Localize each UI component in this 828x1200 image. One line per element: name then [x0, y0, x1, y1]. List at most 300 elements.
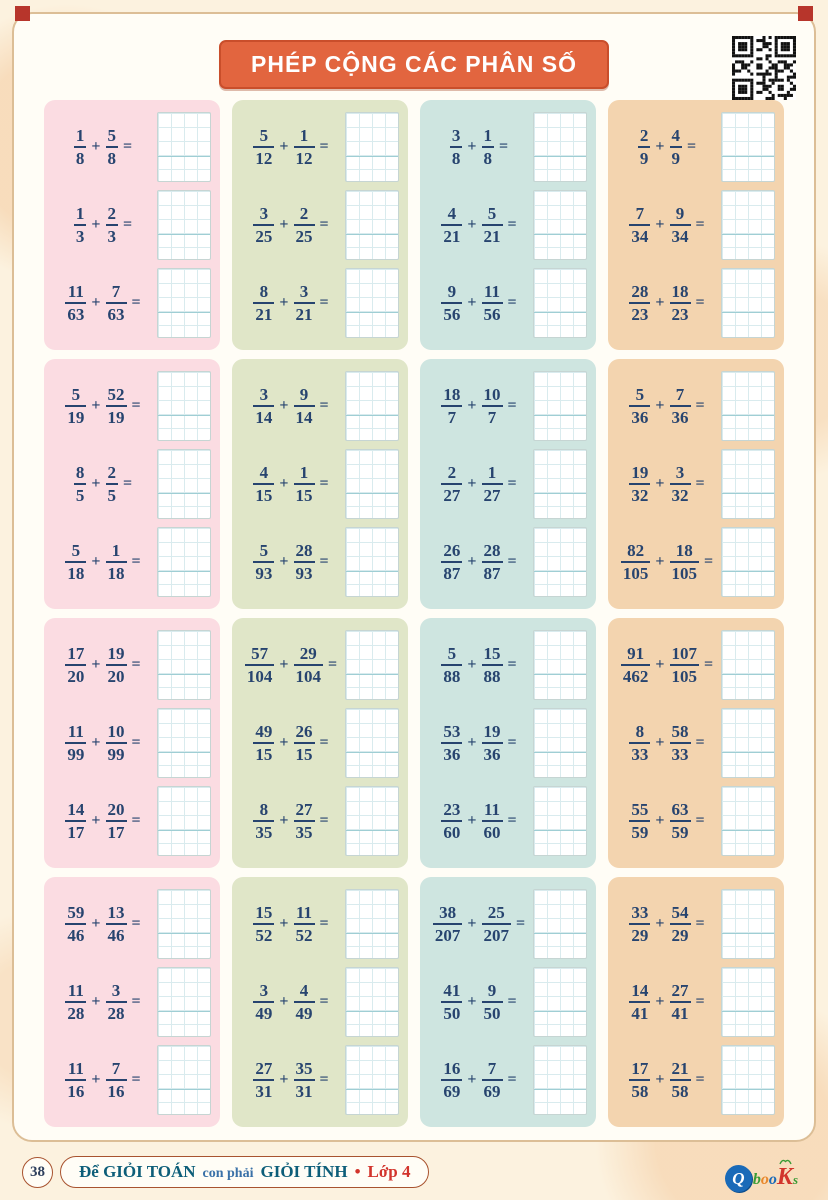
fraction [65, 644, 86, 686]
fraction-bar [106, 224, 119, 226]
fraction-denominator: 49 [295, 1003, 313, 1023]
problems-column-pink [44, 100, 220, 1127]
problem-row [429, 1045, 587, 1115]
fraction-denominator: 12 [295, 148, 313, 168]
fraction-denominator: 104 [246, 666, 273, 686]
problem-row [241, 967, 399, 1037]
expression [617, 722, 721, 764]
fraction [106, 1059, 127, 1101]
fraction [482, 800, 503, 842]
answer-box[interactable] [157, 449, 211, 519]
logo-q-icon: Q [725, 1165, 752, 1192]
fraction-bar [65, 923, 86, 925]
answer-box[interactable] [157, 889, 211, 959]
fraction-denominator: 7 [487, 407, 497, 427]
equals-sign: = [507, 812, 517, 829]
fraction-numerator: 5 [71, 541, 81, 561]
fraction-denominator: 104 [295, 666, 321, 686]
fraction-bar [106, 742, 127, 744]
fraction-bar [629, 483, 650, 485]
fraction [482, 644, 503, 686]
fraction-bar [441, 483, 462, 485]
fraction [670, 541, 700, 583]
fraction-denominator: 69 [443, 1081, 461, 1101]
expression [429, 1059, 533, 1101]
equals-sign: = [319, 812, 329, 829]
plus-sign: + [91, 734, 101, 751]
fraction [670, 722, 691, 764]
fraction-bar [245, 664, 275, 666]
fraction-numerator: 7 [487, 1059, 497, 1079]
expression [53, 644, 157, 686]
fraction-numerator: 4 [299, 981, 309, 1001]
fraction [294, 204, 315, 246]
expression [53, 282, 157, 324]
answer-box[interactable] [157, 527, 211, 597]
fraction-bar [253, 923, 274, 925]
plus-sign: + [279, 294, 289, 311]
series-part2: con phải [202, 1166, 254, 1181]
problem-row [617, 112, 775, 182]
fraction-numerator: 4 [447, 204, 457, 224]
fraction-denominator: 28 [67, 1003, 85, 1023]
answer-box[interactable] [533, 527, 587, 597]
problem-row [241, 371, 399, 441]
fraction-bar [253, 146, 274, 148]
fraction [441, 463, 462, 505]
fraction-denominator: 36 [631, 407, 649, 427]
fraction-denominator: 58 [631, 1081, 649, 1101]
problem-block [44, 359, 220, 609]
answer-box[interactable] [533, 786, 587, 856]
fraction-bar [294, 664, 324, 666]
fraction-denominator: 25 [255, 226, 273, 246]
plus-sign: + [467, 1071, 477, 1088]
answer-box[interactable] [721, 967, 775, 1037]
problem-row [53, 112, 211, 182]
equals-sign: = [319, 475, 329, 492]
answer-box[interactable] [721, 786, 775, 856]
fraction-denominator: 15 [255, 744, 273, 764]
answer-box[interactable] [533, 268, 587, 338]
fraction-denominator: 5 [107, 485, 116, 505]
fraction-denominator: 32 [631, 485, 649, 505]
fraction-bar [253, 561, 274, 563]
answer-box[interactable] [533, 889, 587, 959]
answer-box[interactable] [345, 1045, 399, 1115]
fraction-numerator: 4 [259, 463, 269, 483]
answer-box[interactable] [345, 708, 399, 778]
answer-box[interactable] [721, 268, 775, 338]
page-number-badge: 38 [22, 1157, 53, 1188]
fraction [253, 541, 274, 583]
fraction-numerator: 3 [259, 385, 269, 405]
fraction-numerator: 2 [107, 463, 116, 483]
fraction-bar [106, 664, 127, 666]
answer-box[interactable] [345, 967, 399, 1037]
fraction-bar [482, 1001, 503, 1003]
fraction-numerator: 15 [255, 903, 273, 923]
fraction-numerator: 21 [671, 1059, 689, 1079]
logo-letter: o [768, 1170, 777, 1188]
problem-row [241, 449, 399, 519]
plus-sign: + [655, 812, 665, 829]
corner-ornament [798, 6, 813, 21]
equals-sign: = [131, 656, 141, 673]
fraction-bar [294, 923, 315, 925]
fraction [106, 385, 127, 427]
fraction [106, 644, 127, 686]
fraction-numerator: 1 [75, 126, 85, 146]
problem-block [420, 359, 596, 609]
fraction [294, 981, 315, 1023]
fraction-denominator: 25 [295, 226, 313, 246]
plus-sign: + [91, 812, 101, 829]
answer-box[interactable] [345, 527, 399, 597]
problem-block [608, 877, 784, 1127]
problem-row [617, 371, 775, 441]
expression [429, 800, 533, 842]
fraction [74, 204, 87, 246]
expression [53, 463, 157, 505]
problem-row [53, 449, 211, 519]
fraction-bar [253, 224, 274, 226]
answer-box[interactable] [721, 190, 775, 260]
answer-box[interactable] [157, 1045, 211, 1115]
fraction-bar [74, 483, 87, 485]
answer-box[interactable] [533, 371, 587, 441]
fraction-denominator: 17 [67, 822, 85, 842]
plus-sign: + [467, 216, 477, 233]
expression [241, 541, 345, 583]
plus-sign: + [91, 397, 101, 414]
fraction-bar [294, 224, 315, 226]
equals-sign: = [695, 993, 705, 1010]
fraction [294, 800, 315, 842]
plus-sign: + [655, 734, 665, 751]
fraction-numerator: 17 [67, 644, 85, 664]
problem-row [617, 786, 775, 856]
fraction [253, 1059, 274, 1101]
equals-sign: = [695, 397, 705, 414]
problem-row [241, 190, 399, 260]
fraction-numerator: 18 [675, 541, 693, 561]
fraction [65, 1059, 86, 1101]
fraction-numerator: 107 [671, 644, 697, 664]
fraction-bar [670, 923, 691, 925]
fraction-numerator: 3 [259, 204, 269, 224]
equals-sign: = [507, 475, 517, 492]
corner-ornament [15, 6, 30, 21]
fraction-bar [670, 483, 691, 485]
answer-box[interactable] [721, 630, 775, 700]
fraction-denominator: 105 [622, 563, 649, 583]
fraction-numerator: 25 [487, 903, 505, 923]
expression [617, 644, 721, 686]
fraction-numerator: 38 [439, 903, 457, 923]
logo-letter: b [752, 1170, 761, 1188]
answer-box[interactable] [721, 371, 775, 441]
fraction [638, 126, 651, 168]
fraction [441, 1059, 462, 1101]
fraction-bar [294, 405, 315, 407]
equals-sign: = [695, 294, 705, 311]
expression [53, 126, 157, 168]
answer-box[interactable] [721, 708, 775, 778]
problem-row [429, 630, 587, 700]
plus-sign: + [279, 734, 289, 751]
plus-sign: + [655, 553, 665, 570]
fraction [65, 385, 86, 427]
fraction-bar [482, 146, 495, 148]
fraction-denominator: 49 [255, 1003, 273, 1023]
fraction-bar [441, 742, 462, 744]
answer-box[interactable] [533, 190, 587, 260]
fraction-bar [670, 405, 691, 407]
fraction-bar [629, 820, 650, 822]
answer-box[interactable] [533, 630, 587, 700]
equals-sign: = [695, 475, 705, 492]
fraction-numerator: 11 [483, 800, 501, 820]
fraction-bar [670, 1001, 691, 1003]
fraction-denominator: 69 [483, 1081, 501, 1101]
fraction-bar [106, 1001, 127, 1003]
fraction-denominator: 8 [483, 148, 492, 168]
fraction-bar [106, 1079, 127, 1081]
fraction-denominator: 16 [67, 1081, 85, 1101]
answer-box[interactable] [533, 449, 587, 519]
fraction-bar [629, 1001, 650, 1003]
answer-box[interactable] [157, 786, 211, 856]
plus-sign: + [467, 475, 477, 492]
answer-box[interactable] [157, 708, 211, 778]
problem-block [232, 618, 408, 868]
fraction-denominator: 21 [295, 304, 313, 324]
answer-box[interactable] [157, 967, 211, 1037]
answer-box[interactable] [157, 190, 211, 260]
answer-box[interactable] [533, 708, 587, 778]
fraction-numerator: 23 [443, 800, 461, 820]
fraction-denominator: 105 [671, 666, 697, 686]
fraction [294, 282, 315, 324]
answer-box[interactable] [345, 268, 399, 338]
fraction-numerator: 1 [483, 126, 492, 146]
fraction-denominator: 15 [295, 485, 313, 505]
plus-sign: + [279, 656, 289, 673]
plus-sign: + [279, 553, 289, 570]
fraction-bar [433, 923, 463, 925]
fraction-denominator: 28 [107, 1003, 125, 1023]
fraction-denominator: 36 [443, 744, 461, 764]
fraction-numerator: 7 [675, 385, 685, 405]
plus-sign: + [467, 553, 477, 570]
fraction [629, 1059, 650, 1101]
page-title: PHÉP CỘNG CÁC PHÂN SỐ [219, 40, 609, 89]
fraction-numerator: 8 [635, 722, 645, 742]
answer-box[interactable] [157, 112, 211, 182]
expression [241, 644, 345, 686]
fraction-denominator: 32 [671, 485, 689, 505]
fraction-denominator: 105 [671, 563, 697, 583]
fraction-numerator: 9 [675, 204, 685, 224]
fraction-denominator: 31 [255, 1081, 273, 1101]
equals-sign: = [695, 216, 705, 233]
problem-block [608, 100, 784, 350]
fraction-numerator: 5 [447, 644, 457, 664]
expression [53, 981, 157, 1023]
plus-sign: + [467, 397, 477, 414]
footer [22, 1156, 429, 1188]
fraction [253, 385, 274, 427]
fraction-bar [629, 1079, 650, 1081]
fraction [106, 463, 119, 505]
problem-row [241, 112, 399, 182]
answer-box[interactable] [157, 371, 211, 441]
fraction-numerator: 26 [443, 541, 461, 561]
fraction-numerator: 3 [111, 981, 121, 1001]
expression [53, 541, 157, 583]
fraction [629, 204, 650, 246]
equals-sign: = [507, 1071, 517, 1088]
equals-sign: = [695, 915, 705, 932]
answer-box[interactable] [721, 889, 775, 959]
fraction-bar [482, 224, 503, 226]
fraction [253, 981, 274, 1023]
fraction-numerator: 7 [635, 204, 645, 224]
fraction-denominator: 36 [671, 407, 689, 427]
equals-sign: = [319, 915, 329, 932]
fraction-bar [441, 664, 462, 666]
answer-box[interactable] [533, 1045, 587, 1115]
fraction-denominator: 88 [483, 666, 501, 686]
fraction-bar [106, 483, 119, 485]
expression [53, 204, 157, 246]
fraction-bar [629, 405, 650, 407]
expression [53, 903, 157, 945]
expression [617, 981, 721, 1023]
problem-row [241, 630, 399, 700]
fraction-numerator: 2 [299, 204, 309, 224]
fraction-numerator: 9 [447, 282, 457, 302]
fraction-denominator: 20 [67, 666, 85, 686]
fraction-denominator: 21 [255, 304, 273, 324]
fraction-numerator: 5 [71, 385, 81, 405]
answer-box[interactable] [721, 112, 775, 182]
fraction [106, 981, 127, 1023]
fraction-denominator: 87 [443, 563, 461, 583]
fraction-bar [74, 146, 87, 148]
fraction [294, 903, 315, 945]
fraction-denominator: 9 [639, 148, 649, 168]
problem-row [429, 449, 587, 519]
fraction-bar [441, 561, 462, 563]
fraction-bar [629, 742, 650, 744]
fraction [482, 722, 503, 764]
fraction-denominator: 3 [107, 226, 116, 246]
fraction-numerator: 5 [259, 541, 269, 561]
answer-box[interactable] [533, 967, 587, 1037]
answer-box[interactable] [721, 1045, 775, 1115]
problem-row [617, 967, 775, 1037]
answer-box[interactable] [157, 268, 211, 338]
fraction-denominator: 27 [443, 485, 461, 505]
fraction-denominator: 52 [295, 925, 313, 945]
fraction-bar [482, 1079, 503, 1081]
equals-sign: = [131, 294, 141, 311]
fraction-numerator: 11 [483, 282, 501, 302]
answer-box[interactable] [345, 371, 399, 441]
fraction-numerator: 41 [443, 981, 461, 1001]
plus-sign: + [279, 397, 289, 414]
fraction [629, 981, 650, 1023]
fraction [106, 204, 119, 246]
fraction-numerator: 1 [299, 463, 309, 483]
answer-box[interactable] [157, 630, 211, 700]
fraction-denominator: 15 [295, 744, 313, 764]
answer-box[interactable] [345, 786, 399, 856]
answer-box[interactable] [721, 527, 775, 597]
fraction-denominator: 27 [483, 485, 501, 505]
fraction [441, 981, 462, 1023]
fraction-denominator: 23 [631, 304, 649, 324]
fraction-bar [294, 1079, 315, 1081]
fraction-numerator: 14 [67, 800, 85, 820]
fraction-denominator: 7 [447, 407, 457, 427]
fraction [629, 722, 650, 764]
fraction-numerator: 5 [635, 385, 645, 405]
equals-sign: = [499, 138, 509, 155]
fraction [65, 282, 86, 324]
fraction [441, 385, 462, 427]
answer-box[interactable] [721, 449, 775, 519]
plus-sign: + [655, 294, 665, 311]
answer-box[interactable] [345, 449, 399, 519]
plus-sign: + [655, 915, 665, 932]
fraction-numerator: 9 [299, 385, 309, 405]
problem-row [617, 708, 775, 778]
fraction [65, 903, 86, 945]
fraction-bar [621, 664, 651, 666]
expression [617, 385, 721, 427]
answer-box[interactable] [345, 630, 399, 700]
problem-row [429, 268, 587, 338]
equals-sign: = [131, 915, 141, 932]
equals-sign: = [123, 475, 133, 492]
equals-sign: = [131, 812, 141, 829]
fraction-bar [106, 302, 127, 304]
fraction-numerator: 19 [483, 722, 501, 742]
fraction-denominator: 60 [443, 822, 461, 842]
equals-sign: = [516, 915, 526, 932]
plus-sign: + [91, 553, 101, 570]
fraction-numerator: 1 [487, 463, 497, 483]
answer-box[interactable] [345, 190, 399, 260]
fraction-denominator: 5 [75, 485, 85, 505]
fraction [441, 204, 462, 246]
problem-row [617, 190, 775, 260]
fraction-numerator: 11 [67, 282, 84, 302]
fraction-numerator: 3 [299, 282, 309, 302]
problem-block [44, 877, 220, 1127]
answer-box[interactable] [345, 112, 399, 182]
answer-box[interactable] [345, 889, 399, 959]
logo-letter: o [760, 1170, 769, 1188]
answer-box[interactable] [533, 112, 587, 182]
fraction-numerator: 53 [443, 722, 461, 742]
fraction-bar [629, 923, 650, 925]
fraction-denominator: 50 [483, 1003, 501, 1023]
equals-sign: = [131, 553, 141, 570]
